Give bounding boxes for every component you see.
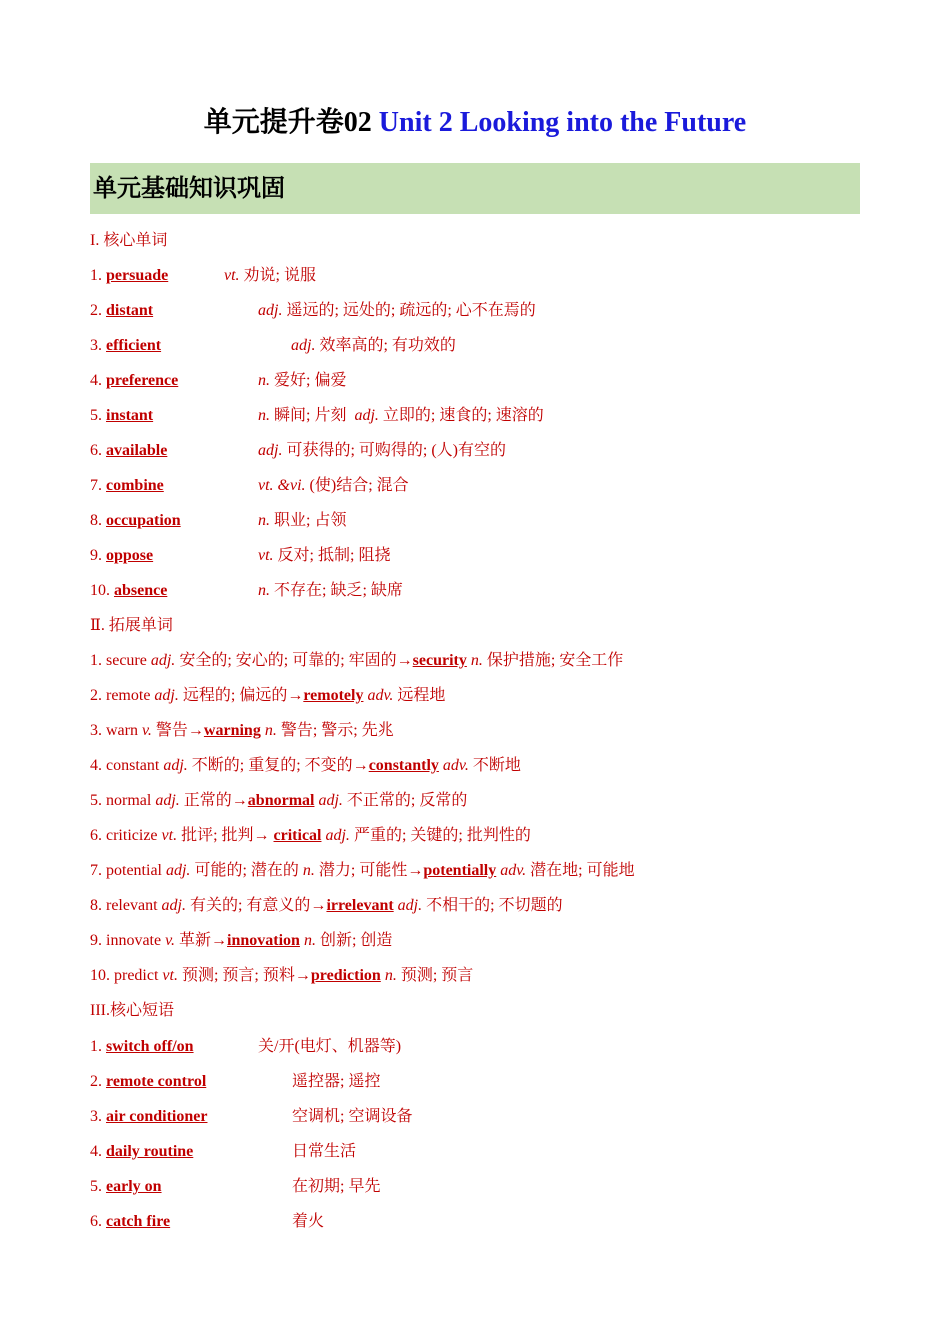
- definition: 在初期; 早先: [292, 1178, 381, 1195]
- definition: n. 瞬间; 片刻 adj. 立即的; 速食的; 速溶的: [258, 407, 544, 424]
- answer-word: prediction: [310, 967, 381, 984]
- vocab-item: 4. preference n. 爱好; 偏爱: [90, 372, 347, 389]
- derivation-item: 10. predict vt. 预测; 预言; 预料→prediction n. 预测; 预言: [90, 967, 474, 984]
- answer-word: security: [412, 652, 467, 669]
- derivation-item: 1. secure adj. 安全的; 安心的; 可靠的; 牢固的→security n. 保护措施; 安全工作: [90, 652, 624, 669]
- phrase-item: 6. catch fire 着火: [90, 1213, 325, 1230]
- answer-word: efficient: [106, 337, 162, 354]
- definition: 遥控器; 遥控: [292, 1073, 381, 1090]
- answer-word: warning: [203, 722, 261, 739]
- answer-word: absence: [114, 582, 168, 599]
- part1-heading: I. 核心单词: [90, 232, 168, 249]
- answer-phrase: switch off/on: [106, 1038, 194, 1055]
- vocab-item: 9. oppose vt. 反对; 抵制; 阻挠: [90, 547, 391, 564]
- phrase-item: 4. daily routine 日常生活: [90, 1143, 357, 1160]
- answer-phrase: early on: [106, 1178, 162, 1195]
- vocab-item: 2. distant adj. 遥远的; 远处的; 疏远的; 心不在焉的: [90, 302, 536, 319]
- vocab-item: 5. instant n. 瞬间; 片刻 adj. 立即的; 速食的; 速溶的: [90, 407, 544, 424]
- definition: adj. 效率高的; 有功效的: [291, 337, 456, 354]
- answer-word: occupation: [106, 512, 181, 529]
- answer-phrase: catch fire: [106, 1213, 171, 1230]
- answer-word: innovation: [227, 932, 300, 949]
- definition: 日常生活: [292, 1143, 357, 1160]
- derivation-item: 7. potential adj. 可能的; 潜在的 n. 潜力; 可能性→potentially adv. 潜在地; 可能地: [90, 862, 635, 879]
- definition: 关/开(电灯、机器等): [258, 1038, 402, 1055]
- phrase-item: 5. early on 在初期; 早先: [90, 1178, 381, 1195]
- part2-heading: Ⅱ. 拓展单词: [90, 617, 173, 634]
- answer-word: constantly: [368, 757, 439, 774]
- answer-word: combine: [106, 477, 164, 494]
- definition: adj. 可获得的; 可购得的; (人)有空的: [258, 442, 507, 459]
- derivation-item: 6. criticize vt. 批评; 批判→ critical adj. 严重的; 关键的; 批判性的: [90, 827, 531, 844]
- answer-word: instant: [106, 407, 154, 424]
- page-title: [0, 104, 950, 142]
- answer-word: critical: [273, 827, 322, 844]
- answer-word: preference: [106, 372, 179, 389]
- vocab-item: 10. absence n. 不存在; 缺乏; 缺席: [90, 582, 403, 599]
- answer-word: available: [106, 442, 168, 459]
- vocab-item: 8. occupation n. 职业; 占领: [90, 512, 347, 529]
- definition: vt. &vi. (使)结合; 混合: [258, 477, 409, 494]
- derivation-item: 2. remote adj. 远程的; 偏远的→remotely adv. 远程地: [90, 687, 446, 704]
- derivation-item: 8. relevant adj. 有关的; 有意义的→irrelevant adj. 不相干的; 不切题的: [90, 897, 563, 914]
- definition: n. 不存在; 缺乏; 缺席: [258, 582, 403, 599]
- definition: 空调机; 空调设备: [292, 1108, 413, 1125]
- title-cn: 单元提升卷02: [203, 107, 372, 138]
- vocab-item: 7. combine vt. &vi. (使)结合; 混合: [90, 477, 409, 494]
- answer-word: potentially: [423, 862, 497, 879]
- answer-phrase: air conditioner: [106, 1108, 208, 1125]
- phrase-item: 3. air conditioner 空调机; 空调设备: [90, 1108, 413, 1125]
- answer-phrase: daily routine: [106, 1143, 194, 1160]
- answer-word: distant: [106, 302, 154, 319]
- phrase-item: 2. remote control 遥控器; 遥控: [90, 1073, 381, 1090]
- derivation-item: 5. normal adj. 正常的→abnormal adj. 不正常的; 反常的: [90, 792, 468, 809]
- derivation-item: 9. innovate v. 革新→innovation n. 创新; 创造: [90, 932, 393, 949]
- definition: n. 爱好; 偏爱: [258, 372, 347, 389]
- definition: n. 职业; 占领: [258, 512, 347, 529]
- vocab-item: 1. persuade vt. 劝说; 说服: [90, 267, 316, 284]
- answer-word: persuade: [106, 267, 169, 284]
- section-banner-text: 单元基础知识巩固: [93, 176, 285, 202]
- definition: 着火: [292, 1213, 325, 1230]
- vocab-item: 3. efficient adj. 效率高的; 有功效的: [90, 337, 456, 354]
- title-en: Unit 2 Looking into the Future: [378, 107, 747, 138]
- derivation-item: 4. constant adj. 不断的; 重复的; 不变的→constantly adv. 不断地: [90, 757, 521, 774]
- answer-word: irrelevant: [326, 897, 394, 914]
- answer-word: remotely: [303, 687, 364, 704]
- answer-word: oppose: [106, 547, 154, 564]
- vocab-item: 6. available adj. 可获得的; 可购得的; (人)有空的: [90, 442, 507, 459]
- part3-heading: III.核心短语: [90, 1002, 174, 1019]
- phrase-item: 1. switch off/on 关/开(电灯、机器等): [90, 1038, 402, 1055]
- definition: vt. 劝说; 说服: [224, 267, 316, 284]
- definition: adj. 遥远的; 远处的; 疏远的; 心不在焉的: [258, 302, 536, 319]
- derivation-item: 3. warn v. 警告→warning n. 警告; 警示; 先兆: [90, 722, 394, 739]
- section-banner: [90, 163, 860, 214]
- answer-word: abnormal: [247, 792, 315, 809]
- definition: vt. 反对; 抵制; 阻挠: [258, 547, 391, 564]
- answer-phrase: remote control: [106, 1073, 207, 1090]
